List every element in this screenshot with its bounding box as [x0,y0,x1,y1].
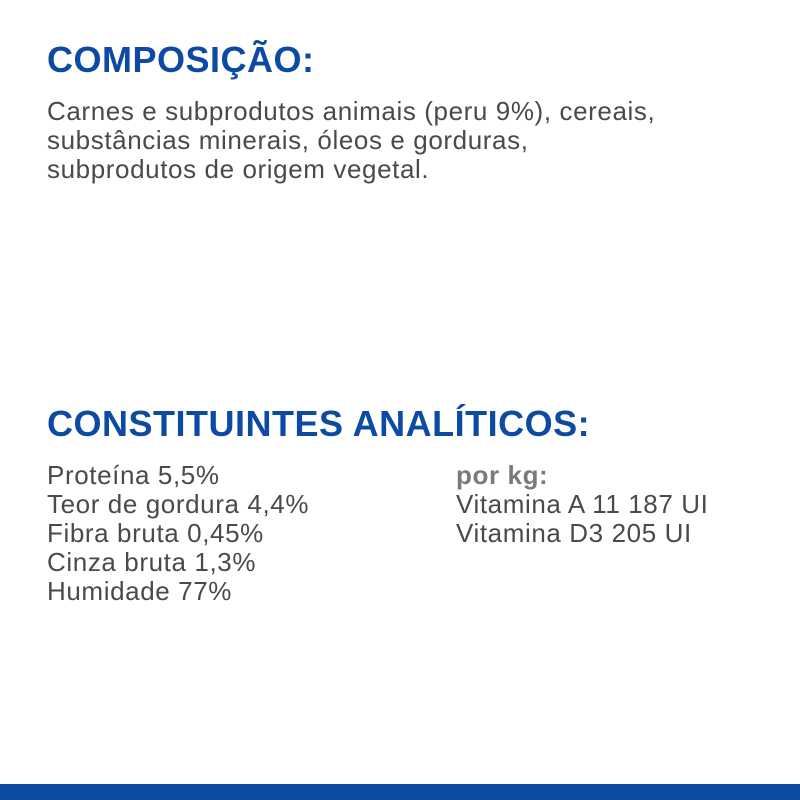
per-kg-subheading: por kg: [456,460,549,490]
list-item: Cinza bruta 1,3% [47,547,257,577]
list-item: Fibra bruta 0,45% [47,518,264,548]
analytic-constituents-list [47,461,309,606]
composicao-line: Carnes e subprodutos animais (peru 9%), cereais, [47,96,656,126]
list-item: Vitamina A 11 187 UI [456,489,709,519]
vitamins-list [456,461,708,548]
composicao-heading: COMPOSIÇÃO: [47,39,315,80]
constituintes-heading: CONSTITUINTES ANALÍTICOS: [47,403,591,444]
composicao-line: substâncias minerais, óleos e gorduras, [47,125,529,155]
list-item: Humidade 77% [47,576,232,606]
composicao-text [47,97,767,184]
list-item: Proteína 5,5% [47,460,220,490]
list-item: Teor de gordura 4,4% [47,489,310,519]
footer-bar [0,784,800,800]
list-item: Vitamina D3 205 UI [456,518,692,548]
composicao-line: subprodutos de origem vegetal. [47,154,430,184]
